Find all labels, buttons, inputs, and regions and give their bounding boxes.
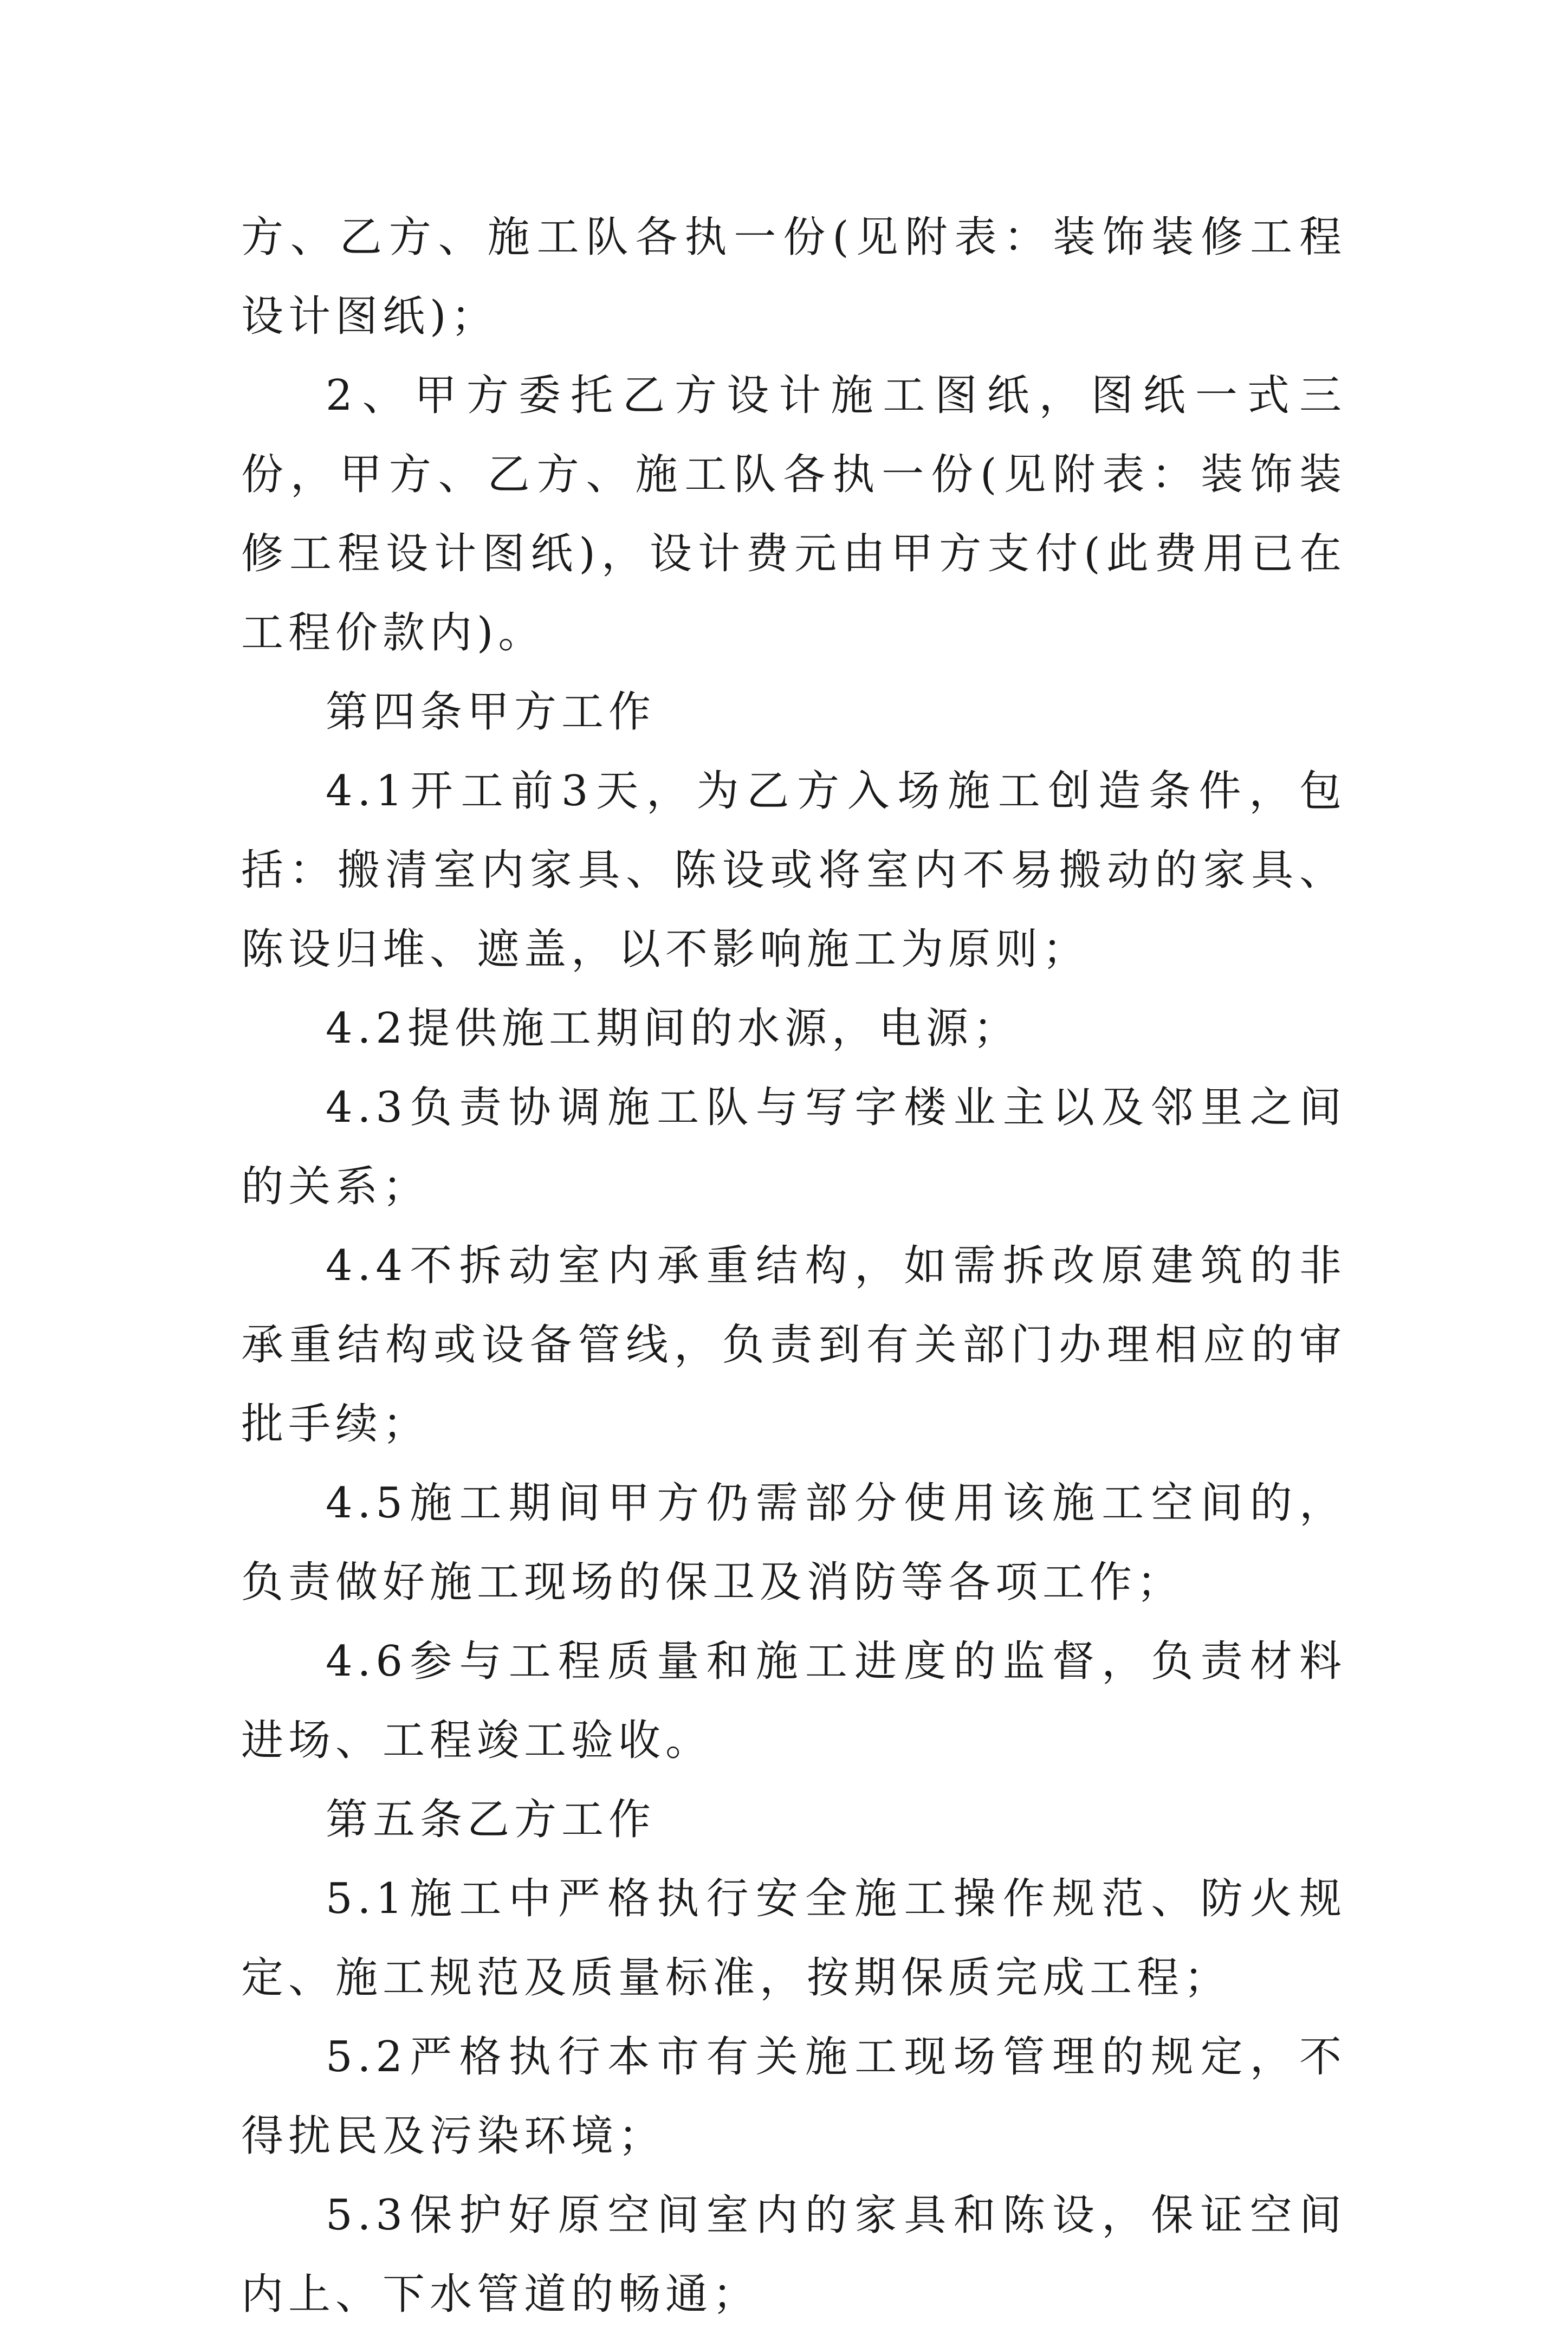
- heading-article-5: 第五条乙方工作: [326, 1795, 656, 1844]
- document-body: [241, 198, 1346, 2334]
- paragraph-4-3: 4.3负责协调施工队与写字楼业主以及邻里之间的关系；: [241, 1083, 1346, 1211]
- paragraph-continuation: 方、乙方、施工队各执一份(见附表：装饰装修工程设计图纸)；: [241, 213, 1346, 341]
- paragraph-4-4: 4.4不拆动室内承重结构，如需拆改原建筑的非承重结构或设备管线，负责到有关部门办理相应的审批手续；: [241, 1242, 1346, 1449]
- paragraph-4-1: 4.1开工前3天，为乙方入场施工创造条件，包括：搬清室内家具、陈设或将室内不易搬动的家具、陈设归堆、遮盖，以不影响施工为原则；: [241, 767, 1346, 974]
- paragraph-4-2: 4.2提供施工期间的水源，电源；: [326, 1004, 1021, 1053]
- paragraph-5-3: 5.3保护好原空间室内的家具和陈设，保证空间内上、下水管道的畅通；: [241, 2191, 1346, 2319]
- paragraph-4-5: 4.5施工期间甲方仍需部分使用该施工空间的，负责做好施工现场的保卫及消防等各项工作；: [241, 1479, 1346, 1607]
- paragraph-5-1: 5.1施工中严格执行安全施工操作规范、防火规定、施工规范及质量标准，按期保质完成工程；: [241, 1874, 1346, 2002]
- heading-article-4: 第四条甲方工作: [326, 688, 656, 736]
- paragraph-5-2: 5.2严格执行本市有关施工现场管理的规定，不得扰民及污染环境；: [241, 2033, 1346, 2161]
- paragraph-4-6: 4.6参与工程质量和施工进度的监督，负责材料进场、工程竣工验收。: [241, 1637, 1346, 1765]
- paragraph-design-drawings: 2、甲方委托乙方设计施工图纸，图纸一式三份，甲方、乙方、施工队各执一份(见附表：装饰装修工程设计图纸)，设计费元由甲方支付(此费用已在工程价款内)。: [241, 371, 1346, 657]
